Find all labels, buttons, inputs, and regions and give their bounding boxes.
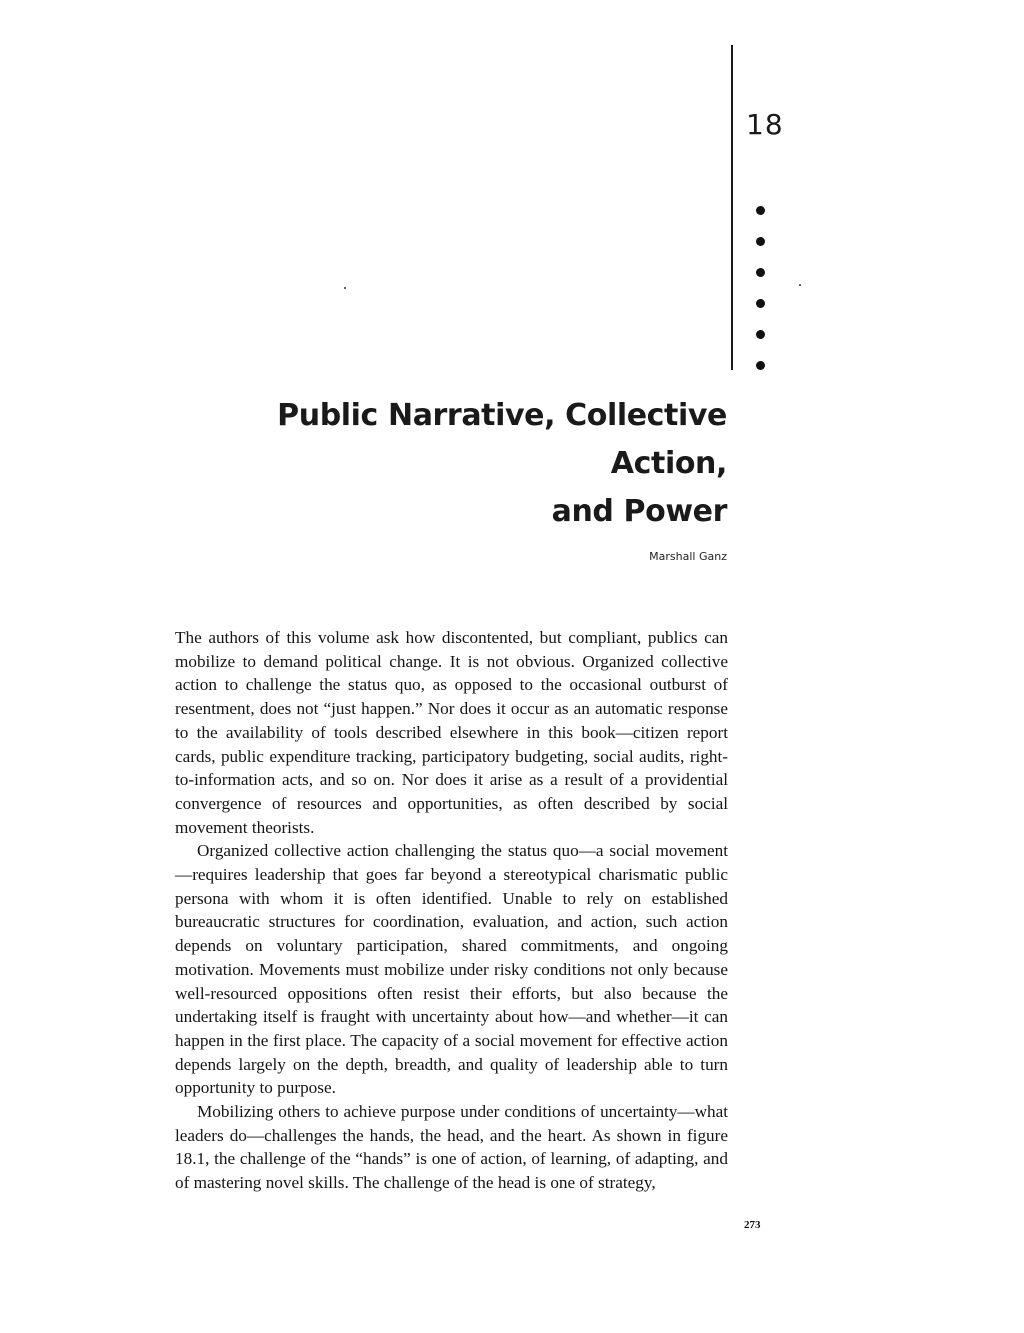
paragraph-2: Organized collective action challenging the status quo—a social movement—requires leadership that goes far beyond a stereotypical charismatic public persona with whom it is often identified. Unable to rely on established bureaucratic structures for coordination, evaluation, and action, such action depends on voluntary participation, shared commitments, and ongoing motivation. Movements must mobilize under risky conditions not only because well-resourced oppositions often resist their efforts, but also because the undertaking itself is fraught with uncertainty about how—and whether—it can happen in the first place. The capacity of a social movement for effective action depends largely on the depth, breadth, and quality of leadership able to turn opportunity to purpose. bbox=[175, 841, 728, 1098]
ornament-dot bbox=[756, 361, 765, 370]
chapter-number: 18 bbox=[746, 108, 784, 141]
page-number: 273 bbox=[744, 1219, 761, 1231]
ornament-dot bbox=[756, 268, 765, 277]
chapter-divider-rule bbox=[731, 45, 733, 370]
paragraph-3: Mobilizing others to achieve purpose under conditions of uncertainty—what leaders do—challenges the hands, the head, and the heart. As shown in figure 18.1, the challenge of the “hands” is one of action, of learning, of adapting, and of mastering novel skills. The challenge of the head is one of strategy, bbox=[175, 1102, 728, 1193]
ornament-dot bbox=[756, 299, 765, 308]
ornament-dot bbox=[756, 237, 765, 246]
chapter-title-line-1: Public Narrative, Collective Action, bbox=[277, 398, 727, 481]
chapter-title-line-2: and Power bbox=[551, 494, 727, 529]
paragraph-1: The authors of this volume ask how discontented, but compliant, publics can mobilize to demand political change. It is not obvious. Organized collective action to challenge the status quo, as opposed to the occasional outburst of resentment, does not “just happen.” Nor does it occur as an automatic response to the availability of tools described elsewhere in this book—citizen report cards, public expenditure tracking, participatory budgeting, social audits, right-to-information acts, and so on. Nor does it arise as a result of a providential convergence of resources and opportunities, as often described by social movement theorists. bbox=[175, 628, 728, 837]
ornament-dot bbox=[756, 206, 765, 215]
ornament-dot bbox=[756, 330, 765, 339]
scan-speck bbox=[344, 287, 346, 289]
scan-speck bbox=[799, 284, 801, 286]
author-name: Marshall Ganz bbox=[649, 550, 727, 563]
chapter-ornament-dots bbox=[756, 206, 768, 392]
body-text bbox=[175, 626, 728, 1195]
chapter-title bbox=[170, 392, 727, 536]
